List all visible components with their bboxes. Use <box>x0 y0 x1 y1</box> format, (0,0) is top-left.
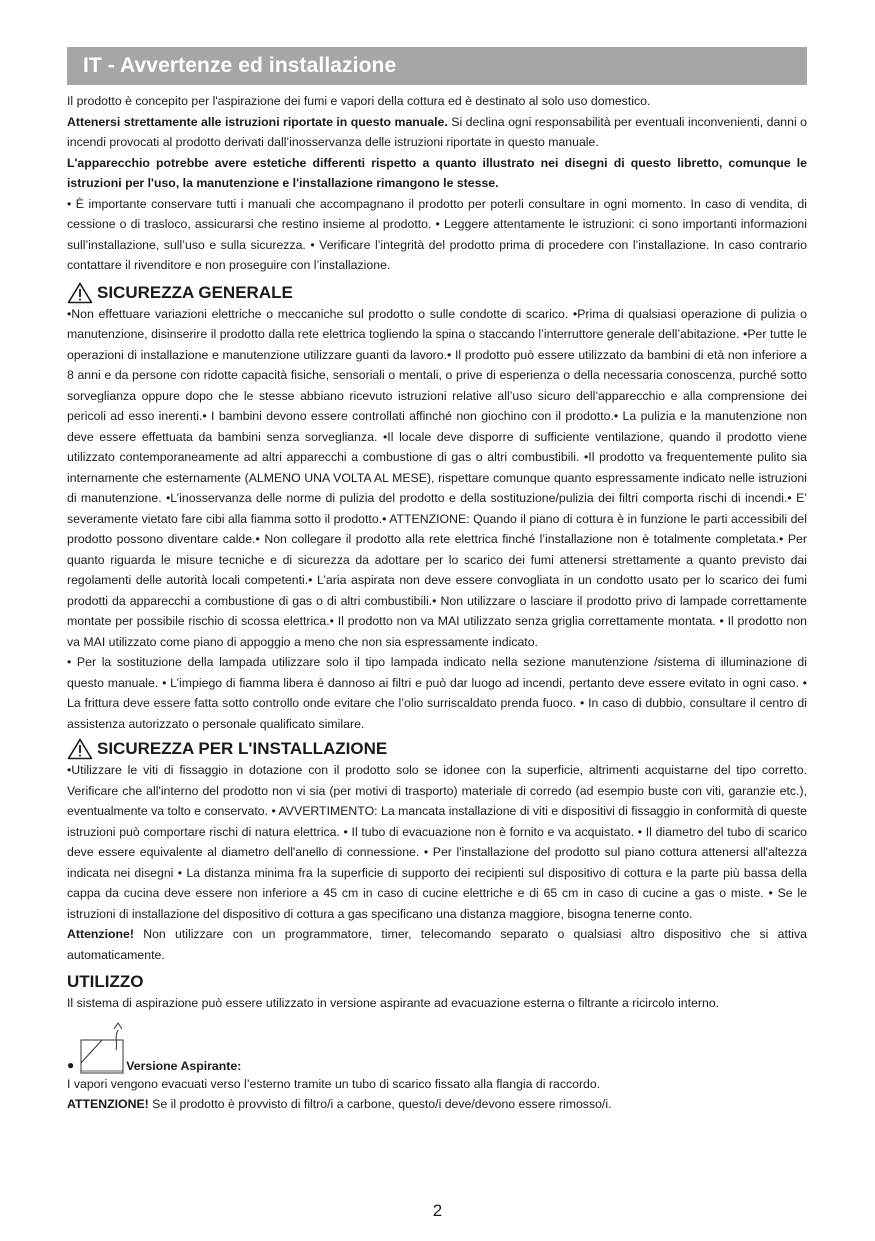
intro-responsibility-text: Si declina ogni responsabilità per eventuali inconvenienti, danni o incendi provocati al prodotto derivati dall’inosservanza delle istruzioni riportate in questo manuale. <box>67 114 807 149</box>
installation-warning-label: Attenzione! <box>67 927 134 941</box>
intro-section <box>67 91 807 276</box>
carbon-filter-warning-label: ATTENZIONE! <box>67 1097 149 1111</box>
page-content <box>67 47 807 1115</box>
page-number: 2 <box>432 1201 443 1220</box>
extraction-version-row <box>67 1020 807 1074</box>
usage-paragraph: Il sistema di aspirazione può essere utilizzato in versione aspirante ad evacuazione esterna o filtrante a ricircolo interno. <box>67 996 720 1010</box>
section-header-banner <box>67 47 807 85</box>
intro-responsibility-paragraph <box>67 112 807 153</box>
intro-aesthetics-paragraph <box>67 153 807 194</box>
general-safety-paragraph: •Non effettuare variazioni elettriche o meccaniche sul prodotto o sulle condotte di scarico. •Prima di qualsiasi operazione di pulizia o manutenzione, disinserire il prodotto dalla rete elettrica togliendo la spina o staccando l’interruttore generale dell’abitazione. •Per tutte le operazioni di installazione e manutenzione utilizzare guanti da lavoro.• Il prodotto può essere utilizzato da bambini di età non inferiore a 8 anni e da persone con ridotte capacità fisiche, sensoriali o mentali, o prive di esperienza o della necessaria conoscenza, purché sotto sorveglianza oppure dopo che le stesse abbiano ricevuto istruzioni relative all’uso sicuro dell’apparecchio e alla comprensione dei pericoli ad esso inerenti.• I bambini devono essere controllati affinché non giochino con il prodotto.• La pulizia e la manutenzione non deve essere effettuata da bambini senza sorveglianza. •Il locale deve disporre di sufficiente ventilazione, quando il prodotto viene utilizzato contemporaneamente ad altri apparecchi a combustione di gas o altri combustibili. •Il prodotto va frequentemente pulito sia internamente che esternamente (ALMENO UNA VOLTA AL MESE), rispettare comunque quanto espressamente indicato nelle istruzioni di manutenzione. •L’inosservanza delle norme di pulizia del prodotto e della sostituzione/pulizia dei filtri comporta rischi di incendi.• E’ severamente vietato fare cibi alla fiamma sotto il prodotto.• ATTENZIONE: Quando il piano di cottura è in funzione le parti accessibili del prodotto possono diventare calde.• Non collegare il prodotto alla rete elettrica finché l’installazione non è totalmente completata.• Per quanto riguarda le misure tecniche e di sicurezza da adottare per lo scarico dei fumi attenersi strettamente a quanto previsto dai regolamenti delle autorità locali competenti.• L’aria aspirata non deve essere convogliata in un condotto usato per lo scarico dei fumi prodotti da apparecchi a combustione di gas o di altri combustibili.• Non utilizzare o lasciare il prodotto privo di lampade correttamente montate per possibile rischio di scossa elettrica.• Il prodotto non va MAI utilizzato senza griglia correttamente montata. • Il prodotto non va MAI utilizzato come piano di appoggio a meno che non sia espressamente indicato. <box>67 306 807 649</box>
installation-warning-paragraph <box>67 924 807 965</box>
warning-triangle-icon <box>67 738 93 760</box>
intro-paragraph: Il prodotto è concepito per l'aspirazione dei fumi e vapori della cottura ed è destinato al solo uso domestico. <box>67 94 651 108</box>
intro-bold-instruction: Attenersi strettamente alle istruzioni riportate in questo manuale. <box>67 114 448 129</box>
intro-aesthetics-text: L'apparecchio potrebbe avere estetiche differenti rispetto a quanto illustrato nei disegni di questo libretto, comunque le istruzioni per l'uso, la manutenzione e l'installazione rimangono le stesse. <box>67 155 807 190</box>
warning-triangle-icon <box>67 282 93 304</box>
bullet-icon: ● <box>67 1057 75 1072</box>
general-safety-lamp-paragraph: • Per la sostituzione della lampada utilizzare solo il tipo lampada indicato nella sezione manutenzione /sistema di illuminazione di questo manuale. • L’impiego di fiamma libera è dannoso ai filtri e può dar luogo ad incendi, pertanto deve essere evitato in ogni caso. • La frittura deve essere fatta sotto controllo onde evitare che l’olio surriscaldato prenda fuoco. • In caso di dubbio, consultare il centro di assistenza autorizzato o personale qualificato similare. <box>67 655 807 731</box>
general-safety-title: SICUREZZA GENERALE <box>97 282 293 302</box>
carbon-filter-warning-paragraph <box>67 1094 807 1115</box>
general-safety-heading <box>67 282 807 304</box>
usage-heading <box>67 971 807 993</box>
extraction-version-paragraph: I vapori vengono evacuati verso l’esterno tramite un tubo di scarico fissato alla flangia di raccordo. <box>67 1076 601 1091</box>
installation-safety-title: SICUREZZA PER L'INSTALLAZIONE <box>97 739 388 758</box>
page-title: IT - Avvertenze ed installazione <box>83 54 397 77</box>
usage-title: UTILIZZO <box>67 972 144 991</box>
intro-manuals-paragraph: • È importante conservare tutti i manuali che accompagnano il prodotto per poterli consultare in ogni momento. In caso di vendita, di cessione o di trasloco, assicurarsi che restino insieme al prodotto. • Leggere attentamente le istruzioni: ci sono importanti informazioni sull’installazione, sull’uso e sulla sicurezza. • Verificare l’integrità del prodotto prima di procedere con l’installazione. In caso contrario contattare il rivenditore e non proseguire con l’installazione. <box>67 196 807 272</box>
extraction-hood-icon <box>80 1020 124 1074</box>
carbon-filter-warning-text: Se il prodotto è provvisto di filtro/i a carbone, questo/i deve/devono essere rimosso/i. <box>148 1097 612 1111</box>
installation-safety-heading <box>67 738 807 760</box>
installation-safety-paragraph: •Utilizzare le viti di fissaggio in dotazione con il prodotto solo se idonee con la superficie, altrimenti acquistarne del tipo corretto. Verificare che all'interno del prodotto non vi sia (per motivi di trasporto) materiale di corredo (ad esempio buste con viti, garanzie etc.), eventualmente va tolto e conservato. • AVVERTIMENTO: La mancata installazione di viti e dispositivi di fissaggio in conformità di queste istruzioni può comportare rischi di natura elettrica. • Il tubo di evacuazione non è fornito e va acquistato. • Il diametro del tubo di scarico deve essere equivalente al diametro dell'anello di connessione. • Per l'installazione del prodotto sul piano cottura attenersi all'altezza indicata nei disegni • La distanza minima fra la superficie di supporto dei recipienti sul dispositivo di cottura e la parte più bassa della cappa da cucina deve essere non inferiore a 45 cm in caso di cucine elettriche e di 65 cm in caso di cucine a gas o miste. • Se le istruzioni di installazione del dispositivo di cottura a gas specificano una distanza maggiore, bisogna tenerne conto. <box>67 763 807 921</box>
extraction-version-label: Versione Aspirante: <box>126 1058 242 1073</box>
installation-warning-text: Non utilizzare con un programmatore, timer, telecomando separato o qualsiasi altro dispositivo che si attiva automaticamente. <box>67 927 807 962</box>
